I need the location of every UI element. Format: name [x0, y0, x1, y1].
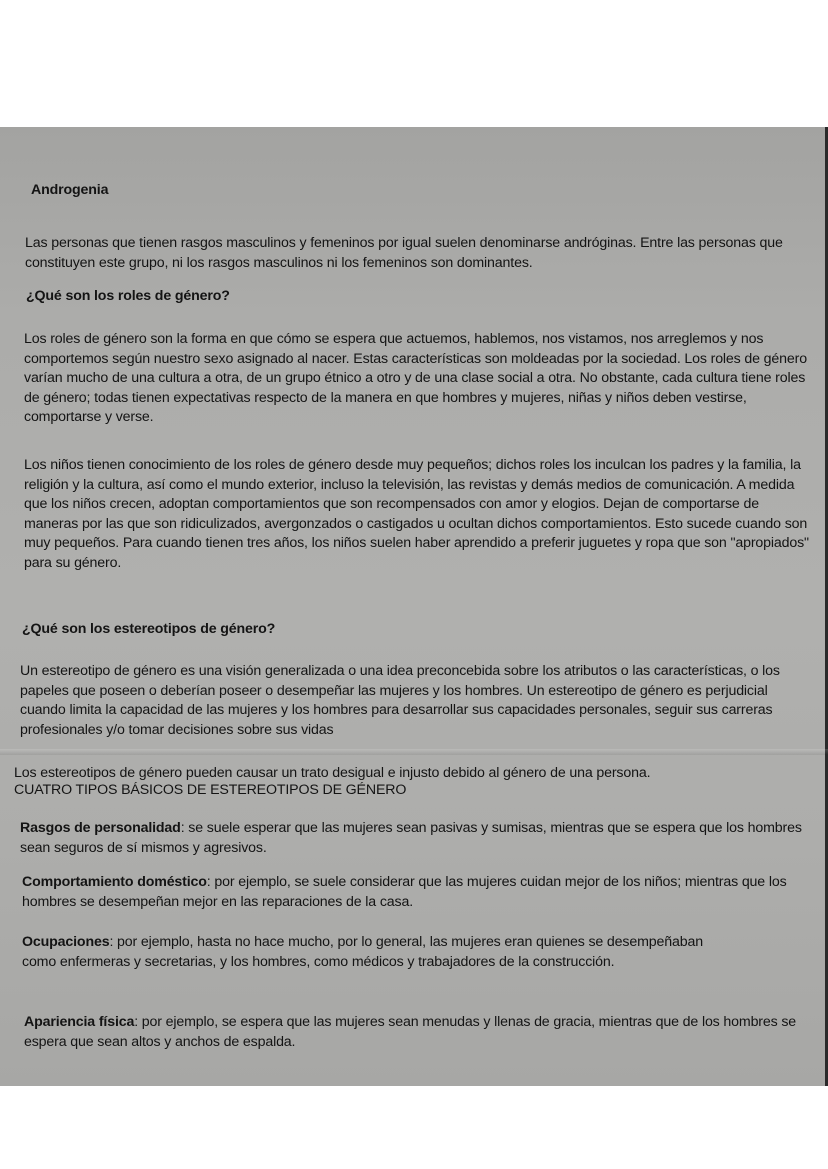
type-personalidad: [20, 819, 815, 858]
type-text: : por ejemplo, se espera que las mujeres sean menudas y llenas de gracia, mientras que de los hombres se espera que sean altos y anchos de espalda.: [24, 1014, 797, 1050]
type-apariencia: [24, 1013, 814, 1052]
type-label: Rasgos de personalidad: [20, 820, 181, 836]
paragraph-roles-1: Los roles de género son la forma en que cómo se espera que actuemos, hablemos, nos vistamos, nos arreglemos y nos comportemos según nuestro sexo asignado al nacer. Estas características son moldeadas por la sociedad. Los roles de género varían mucho de una cultura a otra, de un grupo étnico a otro y de una clase social a otra. No obstante, cada cultura tiene roles de género; todas tienen expectativas respecto de la manera en que hombres y mujeres, niñas y niños deben vestirse, comportarse y verse.: [24, 331, 807, 425]
heading-androgenia: Androgenia: [31, 182, 109, 198]
paper-fold: [0, 749, 828, 755]
paragraph-androgenia: Las personas que tienen rasgos masculinos y femeninos por igual suelen denominarse andróginas. Entre las personas que constituyen este grupo, ni los rasgos masculinos ni los femeninos son dominantes.: [25, 235, 783, 271]
paragraph-estereotipos-2: Los estereotipos de género pueden causar un trato desigual e injusto debido al género de una persona.: [14, 765, 651, 781]
type-label: Ocupaciones: [22, 934, 110, 950]
type-domestico: [22, 873, 815, 912]
paragraph-roles-2: Los niños tienen conocimiento de los roles de género desde muy pequeños; dichos roles los inculcan los padres y la familia, la religión y la cultura, así como el mundo exterior, incluso la televisión, las revistas y demás medios de comunicación. A medida que los niños crecen, adoptan comportamientos que son recompensados con amor y elogios. Dejan de comportarse de maneras por las que son ridiculizados, avergonzados o castigados u ocultan dichos comportamientos. Esto sucede cuando son muy pequeños. Para cuando tienen tres años, los niños suelen haber aprendido a preferir juguetes y ropa que son "apropiados" para su género.: [24, 457, 809, 571]
type-text: : por ejemplo, hasta no hace mucho, por lo general, las mujeres eran quienes se desempeñaban como enfermeras y secretarias, y los hombres, como médicos y trabajadores de la construcción.: [22, 934, 703, 970]
type-label: Comportamiento doméstico: [22, 874, 207, 890]
heading-estereotipos: ¿Qué son los estereotipos de género?: [22, 621, 276, 637]
heading-roles: ¿Qué son los roles de género?: [26, 288, 230, 304]
type-ocupaciones: [22, 933, 732, 972]
paragraph-estereotipos-1: Un estereotipo de género es una visión generalizada o una idea preconcebida sobre los atributos o las características, o los papeles que poseen o deberían poseer o desempeñar las mujeres y los hombres. Un estereotipo de género es perjudicial cuando limita la capacidad de las mujeres y los hombres para desarrollar sus capacidades personales, seguir sus carreras profesionales y/o tomar decisiones sobre sus vidas: [20, 663, 780, 738]
type-label: Apariencia física: [24, 1014, 135, 1030]
type-text: : por ejemplo, se suele considerar que las mujeres cuidan mejor de los niños; mientras que los hombres se desempeñan mejor en las reparaciones de la casa.: [22, 874, 787, 910]
types-heading: CUATRO TIPOS BÁSICOS DE ESTEREOTIPOS DE GÉNERO: [14, 782, 407, 798]
type-text: : se suele esperar que las mujeres sean pasivas y sumisas, mientras que se espera que los hombres sean seguros de sí mismos y agresivos.: [20, 820, 802, 856]
